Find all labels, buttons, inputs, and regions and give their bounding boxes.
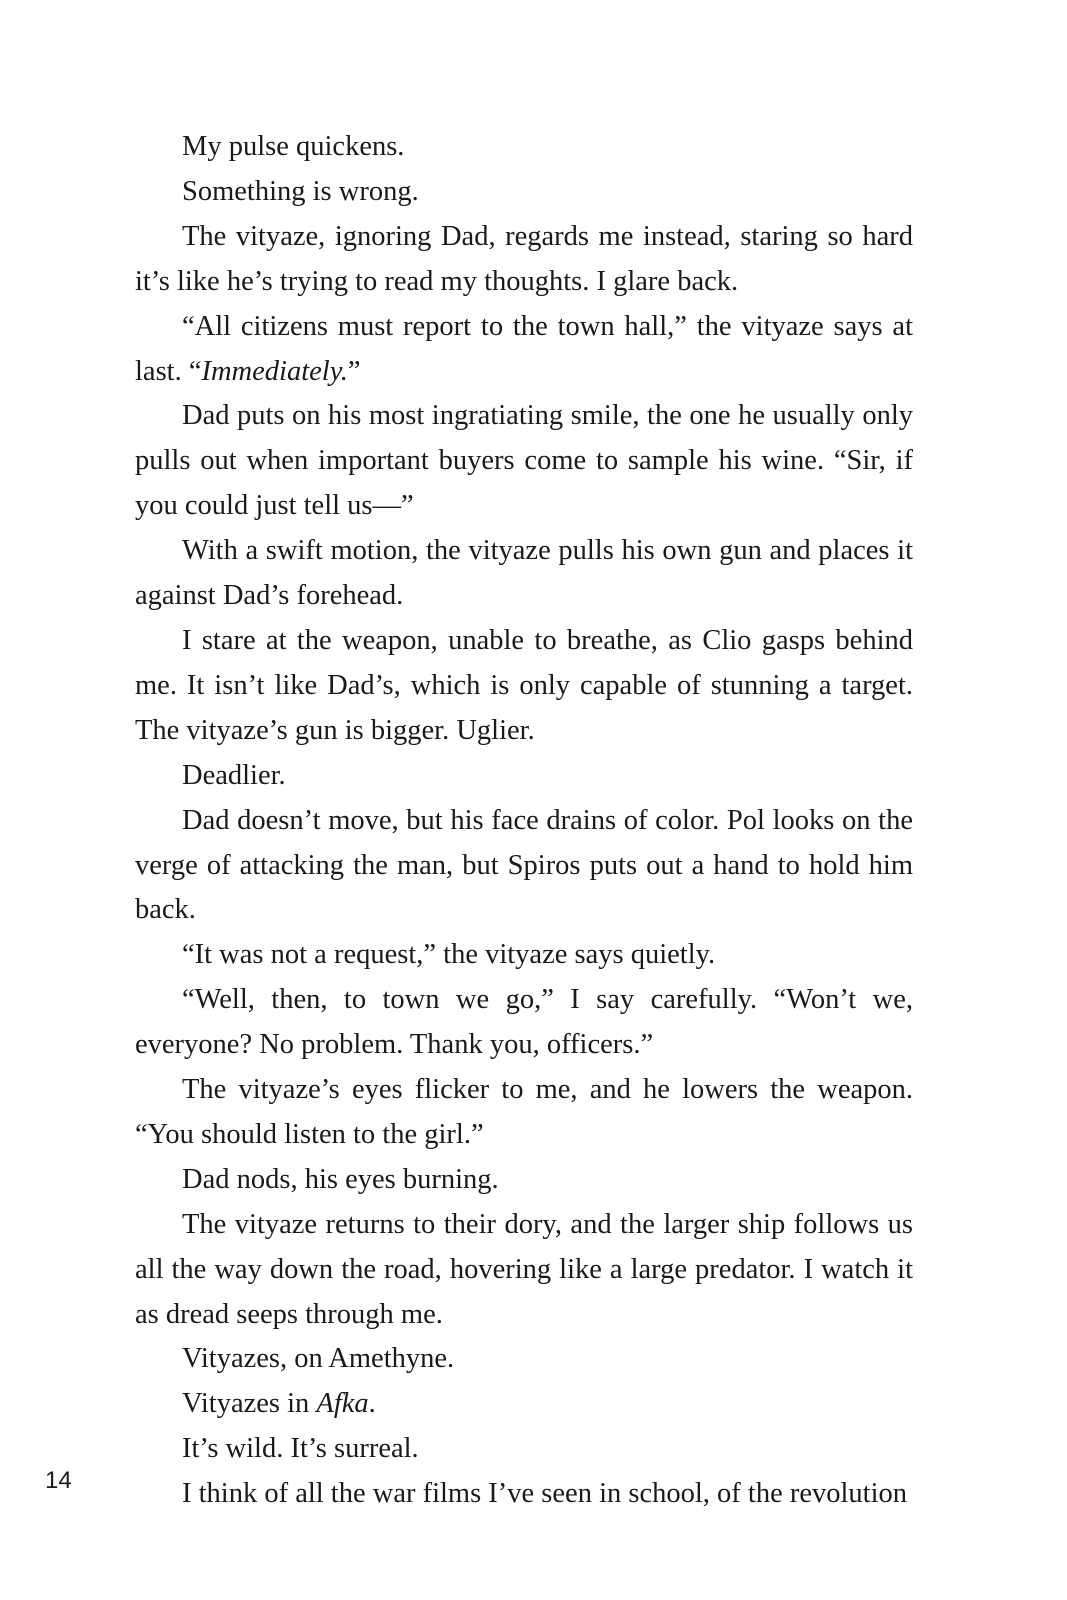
paragraph: Something is wrong. (182, 175, 419, 207)
paragraph: Dad puts on his most ingratiating smile, the one he usually only pulls out when important buyers come to sample his wine. “Sir, if you could just tell us—” (135, 400, 913, 522)
page-number: 14 (45, 1467, 72, 1494)
paragraph: “Well, then, to town we go,” I say carefully. “Won’t we, everyone? No problem. Thank you, officers.” (135, 984, 913, 1061)
paragraph-text-end: . (368, 1388, 376, 1420)
paragraph (135, 1382, 913, 1427)
closing-quote: ” (347, 355, 361, 387)
emphasized-word: Immediately. (201, 355, 348, 387)
paragraph: The vityaze, ignoring Dad, regards me instead, staring so hard it’s like he’s trying to read my thoughts. I glare back. (135, 220, 913, 297)
paragraph: Deadlier. (182, 759, 286, 791)
paragraph-text: Vityazes in (182, 1388, 317, 1420)
book-page-body (135, 125, 913, 1517)
paragraph (135, 305, 913, 395)
paragraph: Vityazes, on Amethyne. (182, 1343, 455, 1375)
paragraph: I think of all the war films I’ve seen in school, of the revolution (182, 1478, 907, 1510)
paragraph: I stare at the weapon, unable to breathe, as Clio gasps behind me. It isn’t like Dad’s, which is only capable of stunning a target. The vityaze’s gun is bigger. Uglier. (135, 624, 913, 746)
paragraph: The vityaze’s eyes flicker to me, and he lowers the weapon. “You should listen to the girl.” (135, 1074, 913, 1150)
paragraph: “It was not a request,” the vityaze says quietly. (182, 939, 716, 971)
paragraph: With a swift motion, the vityaze pulls his own gun and places it against Dad’s forehead. (135, 535, 913, 612)
paragraph: It’s wild. It’s surreal. (182, 1433, 419, 1465)
paragraph: Dad nods, his eyes burning. (182, 1163, 499, 1195)
paragraph: My pulse quickens. (182, 131, 405, 162)
emphasized-word: Afka (316, 1388, 369, 1420)
paragraph: The vityaze returns to their dory, and the larger ship follows us all the way down the road, hovering like a large predator. I watch it as dread seeps through me. (135, 1208, 913, 1330)
paragraph-text: “All citizens must report to the town hall,” the vityaze says at last. “ (135, 310, 913, 387)
paragraph: Dad doesn’t move, but his face drains of color. Pol looks on the verge of attacking the man, but Spiros puts out a hand to hold him back. (135, 804, 913, 926)
